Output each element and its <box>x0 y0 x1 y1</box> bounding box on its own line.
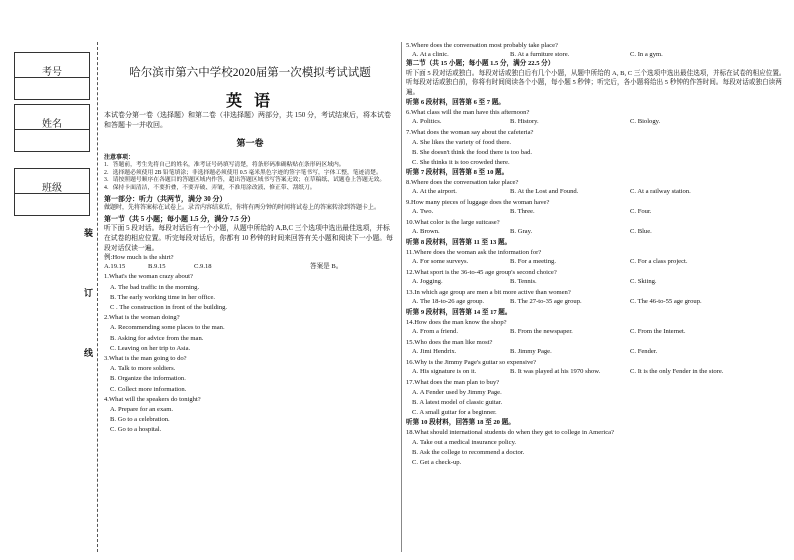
binding-line <box>97 42 98 552</box>
answer-option: C. Collect more information. <box>110 385 187 393</box>
option-row <box>406 348 788 358</box>
class-label: 班级 <box>42 183 62 194</box>
question-stem: 15.Who does the man like most? <box>406 338 493 346</box>
answer-option: A. Talk to more soldiers. <box>110 365 176 373</box>
option-row <box>406 328 788 338</box>
question-stem: 11.Where does the woman ask the information for? <box>406 248 542 256</box>
answer-option: A. Jimi Hendrix. <box>412 347 457 355</box>
answer-option: C. Four. <box>630 207 652 215</box>
subject-title: 英 语 <box>225 93 274 110</box>
example-question: 例:How much is the shirt? <box>104 254 174 262</box>
answer-option: B. From the newspaper. <box>510 327 573 335</box>
listening-material-heading: 听第 10 段材料，回答第 18 至 20 题。 <box>406 418 515 426</box>
answer-option: B. History. <box>510 117 539 125</box>
right-question-list <box>406 98 788 468</box>
exam-title: 哈尔滨市第六中学校2020届第一次模拟考试试题 <box>129 67 371 79</box>
answer-option: A. For some surveys. <box>412 257 469 265</box>
answer-option: C. At a railway station. <box>630 187 691 195</box>
answer-option: C. Fender. <box>630 347 658 355</box>
question-stem: 18.What should international students do when they get to college in America? <box>406 428 615 436</box>
class-divider <box>15 193 89 194</box>
answer-option: A. Two. <box>412 207 434 215</box>
note-item: 1．答题前，考生先将自己的姓名，准考证号码填写清楚，将条形码准确粘贴在条形码区域内。 <box>104 162 345 168</box>
option-row <box>406 208 788 218</box>
option-row <box>406 258 788 268</box>
listening-material-heading: 听第 7 段材料，回答第 8 至 10 题。 <box>406 168 509 176</box>
answer-option: B. Go to a celebration. <box>110 416 170 424</box>
option-row <box>406 278 788 288</box>
question-stem: 2.What is the woman doing? <box>104 314 180 322</box>
question-stem: 6.What class will the man have this afternoon? <box>406 108 530 116</box>
example-option-a: A.19.15 <box>104 263 126 271</box>
answer-option: A. A Fender used by Jimmy Page. <box>412 388 502 396</box>
question-stem: 16.Why is the Jimmy Page's guitar so expensive? <box>406 358 537 366</box>
volume-title: 第一卷 <box>236 138 264 148</box>
answer-option: A. Brown. <box>412 227 440 235</box>
answer-option: B. For a meeting. <box>510 257 556 265</box>
part1-instruction: 做题时，先将答案标在试卷上。录音内容结束后，你将有两分钟的时间将试卷上的答案转涂到答题卡上。 <box>104 205 381 212</box>
section2-heading: 第二节（共 15 小题；每小题 1.5 分，满分 22.5 分） <box>406 59 555 67</box>
question-stem: 10.What color is the large suitcase? <box>406 218 500 226</box>
answer-option: B. Gray. <box>510 227 533 235</box>
option-b: B. At a furniture store. <box>510 50 570 58</box>
question-stem: 3.What is the man going to do? <box>104 354 187 362</box>
answer-option: B. At the Lost and Found. <box>510 187 579 195</box>
answer-option: C. The 46-to-55 age group. <box>630 297 702 305</box>
exam-number-divider <box>15 77 89 78</box>
question-stem: 12.What sport is the 36-to-45 age group's second choice? <box>406 268 557 276</box>
answer-option: B. A latest model of classic guitar. <box>412 398 503 406</box>
part1-heading: 第一部分：听力（共两节，满分 30 分） <box>104 195 227 204</box>
answer-option: C. For a class project. <box>630 257 688 265</box>
answer-option: B. The early working time in her office. <box>110 293 216 301</box>
name-box[interactable] <box>14 104 90 152</box>
section1-heading: 第一节（共 5 小题；每小题 1.5 分，满分 7.5 分） <box>104 215 255 224</box>
exam-intro: 本试卷分第一卷（选择题）和第二卷（非选择题）两部分，共 150 分，考试结束后，将本试卷和答题卡一并收回。 <box>104 111 391 129</box>
answer-option: C . The construction in front of the building. <box>110 303 228 311</box>
answer-option: C. From the Internet. <box>630 327 686 335</box>
question-stem: 8.Where does the conversation take place? <box>406 178 519 186</box>
answer-option: A. Take out a medical insurance policy. <box>412 438 517 446</box>
option-c: C. In a gym. <box>630 50 663 58</box>
answer-option: C. It is the only Fender in the store. <box>630 367 724 375</box>
listening-material-heading: 听第 8 段材料，回答第 11 至 13 题。 <box>406 238 512 246</box>
notes-heading: 注意事项： <box>104 155 135 161</box>
option-row <box>406 368 788 378</box>
answer-option: C. Skiing. <box>630 277 657 285</box>
example-option-c: C.9.18 <box>194 263 212 271</box>
answer-option: C. Leaving on her trip to Asia. <box>110 344 191 352</box>
binding-char-xian: 线 <box>84 348 94 358</box>
answer-option: B. Asking for advice from the man. <box>110 334 204 342</box>
answer-option: A. Prepare for an exam. <box>110 406 173 413</box>
question-stem: 17.What does the man plan to buy? <box>406 378 500 386</box>
example-answer: 答案是 B。 <box>310 263 343 271</box>
column-divider <box>401 42 402 552</box>
option-a: A. At a clinic. <box>412 50 449 58</box>
exam-number-label: 考号 <box>42 67 62 78</box>
answer-option: C. She thinks it is too crowded there. <box>412 158 510 166</box>
section2-instruction: 听下面 5 段对话或独白。每段对话或独白后有几个小题，从题中所给的 A, B, C 三个选项中选出最佳选项，并标在试卷的相应位置。听每段对话或独白前，你将有时间阅读各个小题，每小题 5 秒钟；听完后，各小题将给出 5 秒钟的作答时间。每段对话或独白读两遍。 <box>406 69 786 96</box>
answer-option: B. Three. <box>510 207 535 215</box>
example-options <box>104 263 396 272</box>
answer-option: B. Ask the college to recommend a doctor. <box>412 448 525 456</box>
question-stem: 9.How many pieces of luggage does the woman have? <box>406 198 550 206</box>
listening-material-heading: 听第 9 段材料，回答第 14 至 17 题。 <box>406 308 512 316</box>
answer-option: C. Get a check-up. <box>412 458 462 466</box>
left-question-list <box>104 272 396 435</box>
answer-option: B. It was played at his 1970 show. <box>510 367 601 375</box>
right-column <box>406 42 788 468</box>
answer-option: A. His signature is on it. <box>412 367 477 375</box>
option-row <box>406 118 788 128</box>
question-stem: 13.In which age group are men a bit more active than women? <box>406 288 571 296</box>
class-box[interactable] <box>14 168 90 216</box>
question-stem: 4.What will the speakers do tonight? <box>104 395 201 403</box>
binding-char-ding: 订 <box>84 288 94 298</box>
section1-instruction: 听下面 5 段对话。每段对话后有一个小题，从题中所给的 A,B,C 三个选项中选出最佳选项，并标在试卷的相应位置。听完每段对话后，你都有 10 秒钟的时间来回答有关小题和阅读下一小题。每段对话仅读一遍。 <box>104 225 393 253</box>
name-divider <box>15 129 89 130</box>
note-item: 2．选择题必须使用 2B 铅笔填涂；非选择题必须使用 0.5 毫米黑色字迹的签字笔书写，字体工整，笔迹清楚。 <box>104 169 382 176</box>
question-5-options <box>406 51 788 60</box>
binding-char-zhuang: 装 <box>84 228 94 238</box>
option-row <box>406 188 788 198</box>
answer-option: C. Biology. <box>630 117 661 125</box>
note-item: 4．保持卡面清洁，不要折叠，不要弄破、弄皱，不准用涂改液、修正带、刮纸刀。 <box>104 184 316 191</box>
answer-option: A. Politics. <box>412 117 442 125</box>
answer-option: B. The 27-to-35 age group. <box>510 297 582 305</box>
answer-option: A. At the airport. <box>412 187 457 195</box>
answer-option: C. A small guitar for a beginner. <box>412 408 497 416</box>
answer-option: A. The 18-to-26 age group. <box>412 297 485 305</box>
answer-option: A. From a friend. <box>412 327 458 335</box>
option-row <box>406 228 788 238</box>
option-row <box>406 298 788 308</box>
answer-option: B. Jimmy Page. <box>510 347 552 355</box>
question-stem: 1.What's the woman crazy about? <box>104 273 193 281</box>
answer-option: A. The bad traffic in the morning. <box>110 283 200 291</box>
exam-number-box[interactable] <box>14 52 90 100</box>
question-5: 5.Where does the conversation most probably take place? <box>406 42 558 49</box>
answer-option: C. Go to a hospital. <box>110 426 162 434</box>
answer-option: B. Organize the information. <box>110 375 186 383</box>
example-option-b: B.9.15 <box>148 263 166 271</box>
name-label: 姓名 <box>42 119 62 130</box>
question-stem: 14.How does the man know the shop? <box>406 318 507 326</box>
question-stem: 7.What does the woman say about the cafeteria? <box>406 128 534 136</box>
note-item: 3．请按照题号顺序在各题目的答题区域内作答，超出答题区域书写答案无效；在草稿纸、试题卷上答题无效。 <box>104 177 386 184</box>
answer-option: C. Blue. <box>630 227 652 235</box>
answer-option: A. Recommending some places to the man. <box>110 324 225 332</box>
answer-option: A. Jogging. <box>412 277 443 285</box>
answer-option: B. Tennis. <box>510 277 537 285</box>
listening-material-heading: 听第 6 段材料，回答第 6 至 7 题。 <box>406 98 505 106</box>
answer-option: B. She doesn't think the food there is too bad. <box>412 148 533 156</box>
left-column <box>104 42 396 436</box>
answer-option: A. She likes the variety of food there. <box>412 138 512 146</box>
